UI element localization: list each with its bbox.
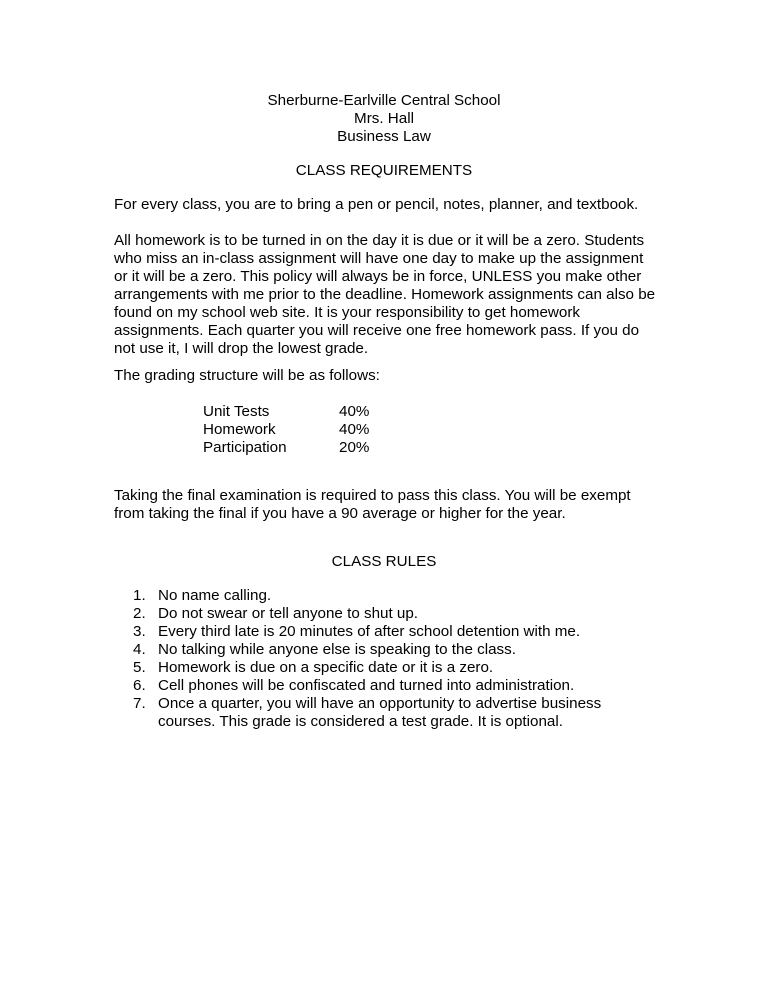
grading-category: Participation (203, 439, 287, 456)
grading-weight: 40% (339, 421, 370, 438)
rule-number: 2. (133, 605, 146, 622)
rule-text (158, 677, 574, 695)
final-exam-paragraph (114, 487, 674, 523)
rule-text (158, 587, 271, 605)
rule-item (133, 623, 693, 641)
homework-policy-paragraph (114, 232, 674, 358)
school-name: Sherburne-Earlville Central School (267, 92, 501, 109)
rule-line: Cell phones will be confiscated and turned into administration. (158, 677, 575, 694)
rule-item (133, 677, 693, 695)
paragraph-line: The grading structure will be as follows: (114, 367, 380, 384)
grading-category: Unit Tests (203, 403, 270, 420)
paragraph-line: or it will be a zero. This policy will always be in force, UNLESS you make other (114, 268, 642, 285)
rule-text (158, 623, 580, 641)
rule-item (133, 605, 693, 623)
rule-number: 6. (133, 677, 146, 694)
document-header (0, 92, 768, 146)
rule-text (158, 641, 516, 659)
rule-item (133, 695, 693, 731)
rule-line: courses. This grade is considered a test grade. It is optional. (158, 713, 563, 730)
supplies-paragraph (114, 196, 674, 214)
paragraph-line: For every class, you are to bring a pen or pencil, notes, planner, and textbook. (114, 196, 639, 213)
rule-line: Once a quarter, you will have an opportunity to advertise business (158, 695, 602, 712)
grading-row (203, 439, 369, 457)
course-name: Business Law (337, 128, 431, 145)
rule-line: Homework is due on a specific date or it is a zero. (158, 659, 494, 676)
rule-line: Every third late is 20 minutes of after school detention with me. (158, 623, 581, 640)
grading-weight: 40% (339, 403, 370, 420)
rule-number: 1. (133, 587, 146, 604)
grading-row (203, 421, 369, 439)
paragraph-line: arrangements with me prior to the deadline. Homework assignments can also be (114, 286, 656, 303)
rule-item (133, 659, 693, 677)
rule-item (133, 587, 693, 605)
paragraph-line: not use it, I will drop the lowest grade. (114, 340, 369, 357)
paragraph-line: All homework is to be turned in on the day it is due or it will be a zero. Students (114, 232, 645, 249)
rules-list (133, 587, 693, 731)
grading-table (203, 403, 369, 457)
paragraph-line: who miss an in-class assignment will have one day to make up the assignment (114, 250, 644, 267)
paragraph-line: assignments. Each quarter you will receive one free homework pass. If you do (114, 322, 640, 339)
rule-line: Do not swear or tell anyone to shut up. (158, 605, 419, 622)
rule-item (133, 641, 693, 659)
paragraph-line: found on my school web site. It is your responsibility to get homework (114, 304, 580, 321)
requirements-heading: CLASS REQUIREMENTS (295, 162, 473, 179)
paragraph-line: Taking the final examination is required to pass this class. You will be exempt (114, 487, 631, 504)
paragraph-line: from taking the final if you have a 90 average or higher for the year. (114, 505, 566, 522)
rule-text (158, 695, 601, 731)
rule-number: 7. (133, 695, 146, 712)
rule-text (158, 605, 418, 623)
grading-category: Homework (203, 421, 276, 438)
grading-intro (114, 367, 674, 385)
grading-weight: 20% (339, 439, 370, 456)
rule-number: 3. (133, 623, 146, 640)
rule-line: No talking while anyone else is speaking to the class. (158, 641, 516, 658)
rule-line: No name calling. (158, 587, 272, 604)
rule-number: 5. (133, 659, 146, 676)
grading-row (203, 403, 369, 421)
rule-text (158, 659, 493, 677)
rules-heading: CLASS RULES (331, 553, 437, 570)
rule-number: 4. (133, 641, 146, 658)
teacher-name: Mrs. Hall (354, 110, 414, 127)
